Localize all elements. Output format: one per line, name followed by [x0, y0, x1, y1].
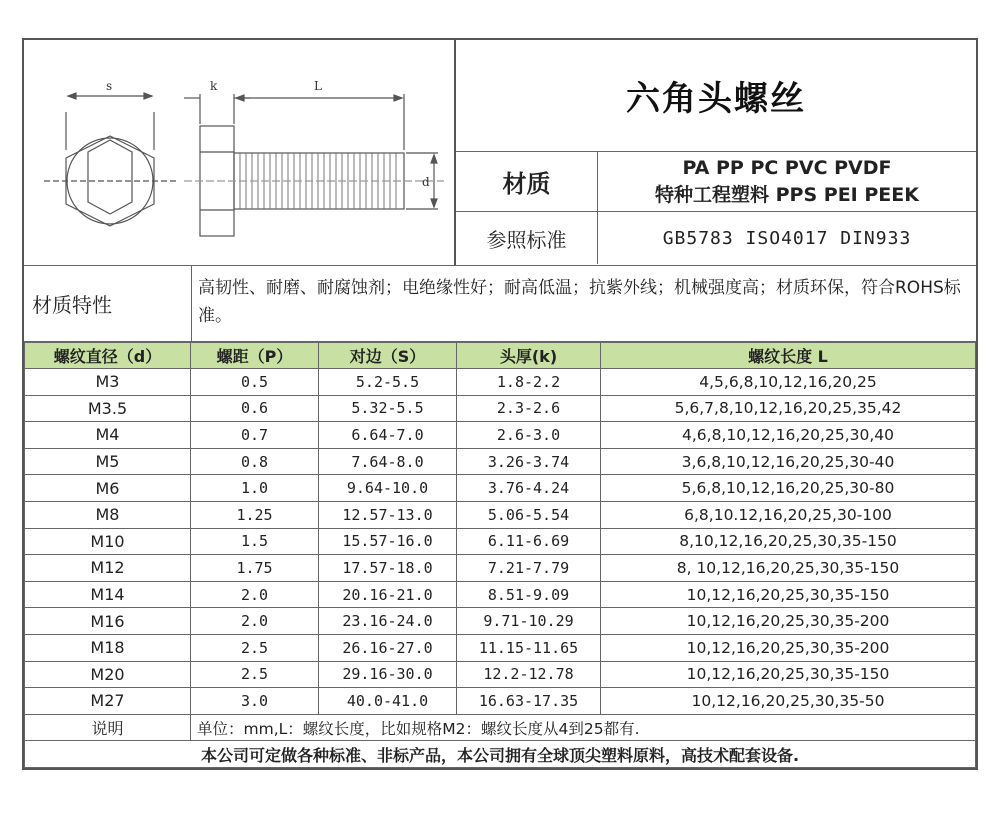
cell-head-height: 6.11-6.69 — [457, 528, 601, 555]
cell-pitch: 1.0 — [191, 475, 319, 502]
cell-diameter: M18 — [25, 634, 191, 661]
cell-head-height: 5.06-5.54 — [457, 501, 601, 528]
bolt-drawing — [24, 40, 456, 265]
cell-pitch: 2.5 — [191, 661, 319, 688]
cell-pitch: 0.6 — [191, 395, 319, 422]
table-row — [25, 608, 976, 635]
cell-pitch: 2.5 — [191, 634, 319, 661]
cell-across-flats: 15.57-16.0 — [319, 528, 457, 555]
col-header-diameter: 螺纹直径（d） — [25, 343, 191, 369]
cell-thread-length: 4,6,8,10,12,16,20,25,30,40 — [601, 422, 976, 449]
table-row — [25, 581, 976, 608]
cell-diameter: M20 — [25, 661, 191, 688]
cell-head-height: 2.6-3.0 — [457, 422, 601, 449]
cell-thread-length: 10,12,16,20,25,30,35-200 — [601, 608, 976, 635]
cell-thread-length: 10,12,16,20,25,30,35-50 — [601, 688, 976, 715]
cell-pitch: 2.0 — [191, 581, 319, 608]
cell-pitch: 3.0 — [191, 688, 319, 715]
material-row — [456, 152, 976, 212]
header-section — [24, 40, 976, 266]
hex-bolt-diagram — [24, 40, 454, 266]
cell-diameter: M16 — [25, 608, 191, 635]
spec-table — [24, 342, 976, 768]
cell-across-flats: 40.0-41.0 — [319, 688, 457, 715]
cell-thread-length: 8,10,12,16,20,25,30,35-150 — [601, 528, 976, 555]
cell-pitch: 0.5 — [191, 369, 319, 396]
note-text: 单位：mm,L：螺纹长度，比如规格M2：螺纹长度从4到25都有. — [191, 714, 976, 741]
cell-thread-length: 10,12,16,20,25,30,35-150 — [601, 581, 976, 608]
cell-head-height: 2.3-2.6 — [457, 395, 601, 422]
cell-across-flats: 20.16-21.0 — [319, 581, 457, 608]
cell-diameter: M3.5 — [25, 395, 191, 422]
cell-pitch: 1.5 — [191, 528, 319, 555]
cell-head-height: 8.51-9.09 — [457, 581, 601, 608]
footer-text: 本公司可定做各种标准、非标产品，本公司拥有全球顶尖塑料原料，高技术配套设备. — [25, 741, 976, 768]
spec-sheet — [22, 38, 978, 770]
table-header-row — [25, 343, 976, 369]
table-row — [25, 528, 976, 555]
cell-pitch: 1.25 — [191, 501, 319, 528]
table-row — [25, 661, 976, 688]
cell-pitch: 0.8 — [191, 448, 319, 475]
info-panel — [456, 40, 976, 265]
table-row — [25, 422, 976, 449]
table-row — [25, 448, 976, 475]
footer-row — [25, 741, 976, 768]
label-d: d — [422, 175, 430, 189]
cell-diameter: M8 — [25, 501, 191, 528]
standard-value: GB5783 ISO4017 DIN933 — [662, 227, 912, 249]
cell-diameter: M27 — [25, 688, 191, 715]
cell-diameter: M4 — [25, 422, 191, 449]
material-line-2: 特种工程塑料 PPS PEI PEEK — [655, 183, 919, 206]
cell-head-height: 12.2-12.78 — [457, 661, 601, 688]
table-row — [25, 369, 976, 396]
note-label: 说明 — [25, 714, 191, 741]
cell-pitch: 2.0 — [191, 608, 319, 635]
cell-across-flats: 29.16-30.0 — [319, 661, 457, 688]
cell-pitch: 0.7 — [191, 422, 319, 449]
table-row — [25, 395, 976, 422]
standard-label: 参照标准 — [456, 212, 598, 264]
cell-head-height: 1.8-2.2 — [457, 369, 601, 396]
col-header-head-height: 头厚(k) — [457, 343, 601, 369]
cell-thread-length: 5,6,7,8,10,12,16,20,25,35,42 — [601, 395, 976, 422]
table-row — [25, 475, 976, 502]
note-row — [25, 714, 976, 741]
cell-across-flats: 5.2-5.5 — [319, 369, 457, 396]
cell-across-flats: 12.57-13.0 — [319, 501, 457, 528]
cell-thread-length: 8, 10,12,16,20,25,30,35-150 — [601, 555, 976, 582]
cell-diameter: M10 — [25, 528, 191, 555]
cell-head-height: 9.71-10.29 — [457, 608, 601, 635]
cell-thread-length: 3,6,8,10,12,16,20,25,30-40 — [601, 448, 976, 475]
cell-across-flats: 26.16-27.0 — [319, 634, 457, 661]
cell-across-flats: 5.32-5.5 — [319, 395, 457, 422]
table-body — [25, 369, 976, 715]
cell-thread-length: 6,8,10.12,16,20,25,30-100 — [601, 501, 976, 528]
standard-row — [456, 212, 976, 264]
cell-head-height: 11.15-11.65 — [457, 634, 601, 661]
cell-diameter: M14 — [25, 581, 191, 608]
cell-diameter: M6 — [25, 475, 191, 502]
cell-head-height: 3.76-4.24 — [457, 475, 601, 502]
table-row — [25, 688, 976, 715]
cell-diameter: M5 — [25, 448, 191, 475]
cell-thread-length: 10,12,16,20,25,30,35-200 — [601, 634, 976, 661]
cell-thread-length: 10,12,16,20,25,30,35-150 — [601, 661, 976, 688]
cell-across-flats: 7.64-8.0 — [319, 448, 457, 475]
table-row — [25, 634, 976, 661]
cell-diameter: M12 — [25, 555, 191, 582]
col-header-pitch: 螺距（P） — [191, 343, 319, 369]
cell-head-height: 16.63-17.35 — [457, 688, 601, 715]
properties-text: 高韧性、耐磨、耐腐蚀剂；电绝缘性好；耐高低温；抗紫外线；机械强度高；材质环保，符合ROHS标准。 — [198, 278, 961, 326]
cell-thread-length: 5,6,8,10,12,16,20,25,30-80 — [601, 475, 976, 502]
cell-across-flats: 6.64-7.0 — [319, 422, 457, 449]
cell-across-flats: 23.16-24.0 — [319, 608, 457, 635]
properties-row — [24, 266, 976, 342]
cell-across-flats: 9.64-10.0 — [319, 475, 457, 502]
label-s: s — [106, 79, 113, 93]
cell-head-height: 7.21-7.79 — [457, 555, 601, 582]
cell-across-flats: 17.57-18.0 — [319, 555, 457, 582]
cell-thread-length: 4,5,6,8,10,12,16,20,25 — [601, 369, 976, 396]
label-L: L — [314, 79, 322, 93]
label-k: k — [210, 79, 218, 93]
col-header-across-flats: 对边（S） — [319, 343, 457, 369]
cell-pitch: 1.75 — [191, 555, 319, 582]
col-header-thread-length: 螺纹长度 L — [601, 343, 976, 369]
material-value — [598, 152, 976, 211]
material-label: 材质 — [456, 152, 598, 211]
table-row — [25, 555, 976, 582]
material-line-1: PA PP PC PVC PVDF — [682, 156, 892, 179]
cell-diameter: M3 — [25, 369, 191, 396]
properties-label: 材质特性 — [24, 266, 192, 341]
table-row — [25, 501, 976, 528]
cell-head-height: 3.26-3.74 — [457, 448, 601, 475]
page-title: 六角头螺丝 — [456, 40, 976, 152]
